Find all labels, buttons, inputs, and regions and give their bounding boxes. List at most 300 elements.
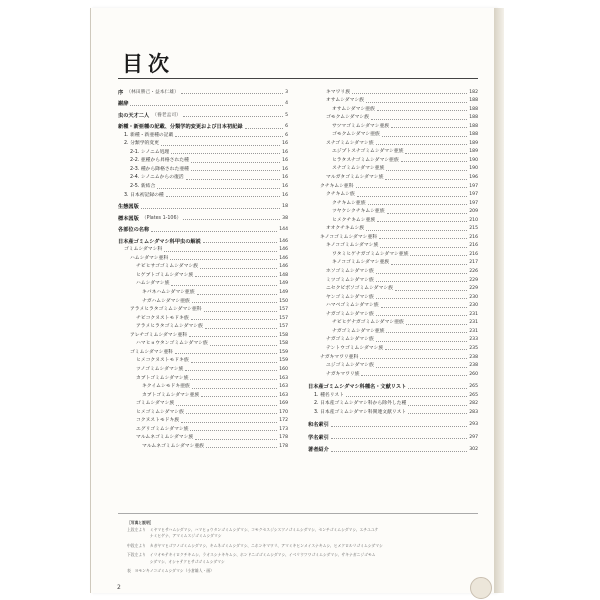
toc-entry-note: （養老孟司） <box>152 112 181 118</box>
toc-page-number: 217 <box>469 260 478 266</box>
toc-entry <box>118 356 288 365</box>
toc-entry-title: コクヌストモドキ族 <box>136 418 180 424</box>
toc-page-number: 189 <box>469 149 478 155</box>
toc-leader-dots <box>410 255 467 256</box>
toc-leader-dots <box>157 188 280 189</box>
toc-page-number: 169 <box>279 401 288 407</box>
toc-page-number: 6 <box>285 132 288 138</box>
toc-page-number: 16 <box>282 166 288 172</box>
toc-leader-dots <box>376 315 468 316</box>
toc-leader-dots <box>171 285 277 286</box>
toc-page-number: 148 <box>279 272 288 278</box>
toc-entry <box>118 382 288 391</box>
toc-entry-title: ヒラタスナゴミムシダマシ亜族 <box>332 157 399 163</box>
library-seal-stamp <box>470 577 492 599</box>
toc-page-number: 190 <box>469 157 478 163</box>
toc-entry <box>118 322 288 331</box>
toc-entry-title: 2-5. 新結合 <box>130 184 156 190</box>
toc-entry <box>118 416 288 425</box>
toc-entry <box>118 173 288 182</box>
toc-leader-dots <box>181 422 277 423</box>
toc-entry <box>308 445 478 454</box>
toc-entry <box>308 343 478 352</box>
toc-leader-dots <box>381 307 468 308</box>
toc-entry-title: チビヒサゴゴミムシダマシ族 <box>136 264 198 270</box>
toc-entry <box>118 110 288 119</box>
toc-entry-title: クチキムシ族 <box>326 192 355 198</box>
toc-entry-title: オサムシダマシ亜族 <box>332 106 375 112</box>
toc-entry-title: スナゴミムシダマシ族 <box>326 140 374 146</box>
toc-page-number: 188 <box>469 115 478 121</box>
toc-entry-title: キノコゴミムシダマシ族 <box>326 243 379 249</box>
toc-entry-title: 2-2. 亜種から昇格された種 <box>130 158 189 164</box>
toc-leader-dots <box>185 370 277 371</box>
toc-entry-title: 標本図版 <box>118 215 139 222</box>
toc-entry <box>308 232 478 241</box>
toc-entry <box>118 99 288 108</box>
toc-leader-dots <box>195 276 277 277</box>
toc-leader-dots <box>408 388 467 389</box>
toc-page-number: 157 <box>279 315 288 321</box>
toc-entry-title: 日本産ゴミムシダマシ科種名・文献リスト <box>308 384 407 391</box>
toc-leader-dots <box>406 324 468 325</box>
toc-entry-title: ヒメゴミムシダマシ族 <box>136 409 184 415</box>
toc-leader-dots <box>366 230 467 231</box>
page-spine-shadow <box>494 8 504 593</box>
toc-entry-title: マルムネゴミムシダマシ亜族 <box>142 443 204 449</box>
toc-entry-title: ホソゴミムシダマシ族 <box>326 269 374 275</box>
toc-entry <box>118 190 288 199</box>
toc-entry <box>308 147 478 156</box>
toc-leader-dots <box>189 336 277 337</box>
toc-entry <box>308 198 478 207</box>
toc-entry <box>308 207 478 216</box>
toc-page-number: 158 <box>279 341 288 347</box>
toc-column-right <box>308 87 478 453</box>
toc-page-number: 170 <box>279 409 288 415</box>
toc-entry <box>308 399 478 408</box>
toc-entry <box>118 399 288 408</box>
toc-entry <box>118 433 288 442</box>
toc-page-number: 159 <box>279 349 288 355</box>
toc-leader-dots <box>405 153 467 154</box>
toc-leader-dots <box>176 405 277 406</box>
toc-page-number: 210 <box>469 217 478 223</box>
toc-leader-dots <box>191 162 280 163</box>
toc-page-number: 188 <box>469 132 478 138</box>
toc-leader-dots <box>164 251 277 252</box>
toc-entry <box>118 441 288 450</box>
toc-entry <box>308 266 478 275</box>
toc-page-number: 235 <box>469 345 478 351</box>
toc-entry <box>308 420 478 429</box>
toc-leader-dots <box>376 144 468 145</box>
toc-page-number: 188 <box>469 123 478 129</box>
toc-entry <box>118 330 288 339</box>
toc-entry <box>118 270 288 279</box>
toc-page-number: 146 <box>279 238 288 244</box>
toc-entry <box>308 432 478 441</box>
toc-entry <box>118 156 288 165</box>
toc-entry-title: ヒメコクヌストモドキ族 <box>136 358 189 364</box>
notes-heading: ［写真と説明］ <box>127 520 154 525</box>
toc-page-number: 226 <box>469 269 478 275</box>
toc-entry-title: ハムシダマシ族 <box>136 281 170 287</box>
toc-entry-title: キノコゴミムシダマシ亜族 <box>332 260 390 266</box>
toc-leader-dots <box>377 110 467 111</box>
toc-entry <box>308 382 478 391</box>
toc-entry-title: 和名索引 <box>308 422 329 429</box>
toc-leader-dots <box>191 362 278 363</box>
toc-leader-dots <box>197 294 278 295</box>
toc-leader-dots <box>175 353 277 354</box>
toc-page-number: 144 <box>279 227 288 233</box>
toc-entry <box>308 241 478 250</box>
toc-leader-dots <box>376 367 467 368</box>
toc-page-number: 297 <box>469 434 478 440</box>
toc-page-number: 16 <box>282 184 288 190</box>
toc-entry <box>308 181 478 190</box>
toc-entry <box>118 407 288 416</box>
toc-entry-title: ニセクビボソゴミムシダマシ族 <box>326 286 393 292</box>
toc-page-number: 282 <box>469 401 478 407</box>
toc-leader-dots <box>391 264 467 265</box>
toc-leader-dots <box>245 128 284 129</box>
toc-page-number: 283 <box>469 409 478 415</box>
toc-entry-title: チビコクヌストモドキ族 <box>136 315 189 321</box>
toc-leader-dots <box>387 213 468 214</box>
toc-entry <box>118 139 288 148</box>
toc-page-number: 238 <box>469 354 478 360</box>
toc-entry-title: アレチゴミムシダマシ亜科 <box>130 332 187 338</box>
toc-entry <box>118 339 288 348</box>
toc-entry <box>118 364 288 373</box>
toc-page-number: 16 <box>282 175 288 181</box>
toc-leader-dots <box>380 247 467 248</box>
toc-entry <box>118 181 288 190</box>
toc-entry-note: （Plates 1-106） <box>141 215 182 221</box>
toc-page-number: 38 <box>282 215 288 221</box>
toc-entry <box>118 347 288 356</box>
toc-page-number: 265 <box>469 384 478 390</box>
toc-leader-dots <box>360 358 467 359</box>
toc-leader-dots <box>386 332 467 333</box>
toc-page-number: 230 <box>469 294 478 300</box>
toc-page-number: 188 <box>469 98 478 104</box>
toc-entry-title: ゴミムシダマシ科 <box>124 247 163 253</box>
toc-entry <box>308 318 478 327</box>
toc-entry-title: 1. 新種・新亜種の記載 <box>124 132 174 138</box>
toc-leader-dots <box>210 345 278 346</box>
toc-leader-dots <box>190 379 277 380</box>
toc-leader-dots <box>385 179 467 180</box>
toc-entry <box>118 424 288 433</box>
toc-entry <box>118 164 288 173</box>
toc-entry <box>308 190 478 199</box>
toc-entry-title: 2. 分類学的変更 <box>124 141 159 147</box>
toc-page-number: 150 <box>279 298 288 304</box>
toc-entry-title: オサムシダマシ族 <box>326 98 364 104</box>
toc-entry-title: ナガゴミムシダマシ族 <box>326 311 374 317</box>
toc-entry-title: ヒメクチキムシ亜族 <box>332 217 376 223</box>
toc-entry <box>118 262 288 271</box>
toc-entry <box>308 335 478 344</box>
toc-page-number: 146 <box>279 247 288 253</box>
toc-entry-title: エグリゴミムシダマシ族 <box>136 426 189 432</box>
toc-leader-dots <box>357 196 467 197</box>
toc-leader-dots <box>368 204 468 205</box>
toc-page-number: 4 <box>285 101 288 107</box>
toc-entry-title: クチキムシ亜族 <box>332 200 366 206</box>
toc-leader-dots <box>382 136 468 137</box>
toc-entry <box>308 390 478 399</box>
toc-entry-title: ゴモクムシダマシ亜族 <box>332 132 380 138</box>
toc-page-number: 231 <box>469 320 478 326</box>
toc-leader-dots <box>200 268 277 269</box>
toc-leader-dots <box>366 102 467 103</box>
toc-entry <box>118 287 288 296</box>
toc-entry <box>308 121 478 130</box>
toc-entry <box>118 373 288 382</box>
toc-entry-title: キマワリ族 <box>326 89 350 95</box>
toc-entry <box>308 155 478 164</box>
toc-leader-dots <box>186 179 281 180</box>
toc-leader-dots <box>191 319 278 320</box>
toc-page-number: 163 <box>279 384 288 390</box>
toc-entry-title: ミツゴミムシダマシ族 <box>326 277 374 283</box>
toc-leader-dots <box>186 413 277 414</box>
notes-line: 上段左より ミヤマヒサハムシダマシ、ハマヒョウタンゴミムシダマシ、コモクセスジシスツノゴミムシダマシ、センチゴミムシダマシ、エチユユケ <box>127 526 379 532</box>
toc-leader-dots <box>130 105 283 106</box>
toc-entry-title: ハマベゴミムシダマシ族 <box>326 303 379 309</box>
toc-entry-title: 序 <box>118 89 124 96</box>
toc-entry-title: 2-3. 種から降格された亜種 <box>130 166 189 172</box>
page-number: 2 <box>117 584 121 591</box>
toc-page-number: 293 <box>469 422 478 428</box>
toc-leader-dots <box>386 170 467 171</box>
toc-entry <box>118 390 288 399</box>
toc-entry <box>308 352 478 361</box>
toc-leader-dots <box>175 136 283 137</box>
toc-entry-title: 各部位の名称 <box>118 227 150 234</box>
toc-page-number: 146 <box>279 264 288 270</box>
toc-entry-title: マルガタゴミムシダマシ族 <box>326 175 384 181</box>
toc-entry-title: ユジゴミムシダマシ族 <box>326 363 374 369</box>
toc-leader-dots <box>192 388 277 389</box>
toc-entry <box>308 309 478 318</box>
toc-page-number: 157 <box>279 324 288 330</box>
toc-entry <box>118 279 288 288</box>
toc-leader-dots <box>356 187 468 188</box>
toc-leader-dots <box>331 426 467 427</box>
toc-leader-dots <box>183 116 283 117</box>
toc-entry-title: サツマゴミムシダマシ亜族 <box>332 123 390 129</box>
toc-page-number: 260 <box>469 371 478 377</box>
toc-page-number: 182 <box>469 89 478 95</box>
toc-leader-dots <box>395 290 467 291</box>
toc-page-number: 157 <box>279 307 288 313</box>
toc-page-number: 146 <box>279 255 288 261</box>
toc-entry-title: 新種・新亜種の記載、分類学的変更および日本初記録 <box>118 124 243 131</box>
toc-page-number: 216 <box>469 234 478 240</box>
toc-page-number: 16 <box>282 158 288 164</box>
toc-entry <box>308 275 478 284</box>
toc-page-number: 197 <box>469 192 478 198</box>
toc-leader-dots <box>376 273 468 274</box>
toc-page-number: 231 <box>469 311 478 317</box>
toc-entry-title: アラメヒラタゴミムシダマシ族 <box>136 324 203 330</box>
toc-entry <box>308 215 478 224</box>
toc-leader-dots <box>361 375 467 376</box>
toc-entry-title: ヒゲブトゴミムシダマシ族 <box>136 272 194 278</box>
toc-leader-dots <box>183 219 280 220</box>
toc-entry <box>308 361 478 370</box>
toc-entry <box>118 130 288 139</box>
toc-page-number: 265 <box>469 392 478 398</box>
toc-leader-dots <box>408 405 467 406</box>
toc-entry <box>308 258 478 267</box>
toc-page-number: 16 <box>282 192 288 198</box>
toc-entry-title: ゴミムシダマシ族 <box>136 401 175 407</box>
toc-page-number: 188 <box>469 106 478 112</box>
toc-leader-dots <box>151 231 277 232</box>
toc-leader-dots <box>195 439 277 440</box>
toc-leader-dots <box>371 119 467 120</box>
toc-leader-dots <box>408 413 467 414</box>
toc-page-number: 197 <box>469 200 478 206</box>
notes-line: 中段左より カガヤマヒゴツノゴミムシダマシ、キムネゴミムシダマシ、ニホンキマワリ、アマミキヒンメイスナキムシ、ヒメクロルリゴミムシダマシ <box>127 542 383 548</box>
toc-page-number: 160 <box>279 366 288 372</box>
toc-page-number: 172 <box>279 418 288 424</box>
toc-page-number: 173 <box>279 426 288 432</box>
toc-entry-title: ツノゴミムシダマシ族 <box>136 366 184 372</box>
toc-page-number: 238 <box>469 363 478 369</box>
toc-entry-title: ナガハムシダマシ亜族 <box>142 298 190 304</box>
toc-entry-title: ナガキマワリ族 <box>326 371 360 377</box>
toc-page-number: 230 <box>469 303 478 309</box>
toc-page-number: 209 <box>469 209 478 215</box>
toc-entry <box>118 305 288 314</box>
toc-entry-title: テントウゴミムシダマシ族 <box>326 345 384 351</box>
toc-entry <box>308 326 478 335</box>
toc-page-number: 229 <box>469 277 478 283</box>
toc-entry <box>308 96 478 105</box>
toc-entry-note: （林田勝己・益本仁雄） <box>126 89 179 95</box>
toc-entry <box>308 87 478 96</box>
toc-entry-title: 3. 日本産ゴミムシダマシ科関連文献リスト <box>314 409 407 415</box>
toc-leader-dots <box>201 396 277 397</box>
toc-entry <box>118 236 288 245</box>
toc-page-number: 5 <box>285 112 288 118</box>
toc-entry-title: 著者紹介 <box>308 447 329 454</box>
toc-entry <box>308 172 478 181</box>
toc-entry <box>308 407 478 416</box>
toc-entry-title: ナガゴミムシダマシ亜族 <box>332 328 385 334</box>
notes-line: 下段左より イリオモテキイロクチキムシ、ラオスシナキキムシ、ホンドニゴゴミムシダマシ、イベリウツワゴミムシダマシ、サキナガニジゴモム <box>127 552 376 557</box>
notes-line: シダマシ、オシャテクヒサゴゴミムシダマシ <box>127 558 225 564</box>
toc-entry <box>308 369 478 378</box>
toc-entry-title: ゴモクムシダマシ族 <box>326 115 369 121</box>
toc-entry <box>308 104 478 113</box>
toc-leader-dots <box>377 221 467 222</box>
toc-leader-dots <box>331 451 467 452</box>
notes-line: ナミヒゲナ、アマミムスジゴミムシダマシ <box>127 533 222 538</box>
title-rule <box>118 78 478 79</box>
toc-entry-title: ナガキマワリ亜科 <box>320 354 359 360</box>
toc-entry <box>308 113 478 122</box>
toc-leader-dots <box>385 349 467 350</box>
photo-notes <box>127 520 487 575</box>
toc-leader-dots <box>166 196 280 197</box>
toc-leader-dots <box>379 238 467 239</box>
toc-entry-title: ハマヒョウタンゴミムシダマシ族 <box>136 341 208 347</box>
toc-entry-title: キバネハムシダマシ亜族 <box>142 290 195 296</box>
notes-line: 表 ヨモンキノコゴミムシダマシ（小倉雄人・画） <box>127 568 214 573</box>
toc-entry-title: ヤンゴミムシダマシ族 <box>326 294 374 300</box>
toc-entry <box>118 296 288 305</box>
toc-column-left <box>118 87 288 450</box>
toc-leader-dots <box>376 298 467 299</box>
toc-leader-dots <box>161 145 280 146</box>
toc-entry <box>118 245 288 254</box>
toc-leader-dots <box>191 170 280 171</box>
toc-entry-title: 日本産ゴミムシダマシ科甲虫の解説 <box>118 238 201 245</box>
toc-leader-dots <box>206 447 277 448</box>
toc-entry <box>308 284 478 293</box>
toc-page-number: 149 <box>279 290 288 296</box>
toc-leader-dots <box>376 281 468 282</box>
toc-page-number: 163 <box>279 392 288 398</box>
toc-entry-title: 2-4. シノニムからの復活 <box>130 175 184 181</box>
toc-entry-title: 謝辞 <box>118 101 129 108</box>
toc-page-number: 229 <box>469 286 478 292</box>
toc-page-number: 149 <box>279 281 288 287</box>
toc-page-number: 178 <box>279 435 288 441</box>
toc-leader-dots <box>203 242 277 243</box>
toc-page-number: 3 <box>285 89 288 95</box>
toc-entry-title: 3. 日本初記録の種 <box>124 192 164 198</box>
toc-leader-dots <box>204 311 278 312</box>
toc-leader-dots <box>205 328 277 329</box>
toc-page-number: 189 <box>469 140 478 146</box>
toc-entry <box>308 292 478 301</box>
toc-page-number: 16 <box>282 141 288 147</box>
toc-page-number: 18 <box>282 204 288 210</box>
toc-entry-title: 1. 種名リスト <box>314 392 344 398</box>
toc-entry-title: チビヒゲナガゴミムシダマシ亜族 <box>332 320 404 326</box>
toc-entry-title: 2. 日本産ゴミムシダマシ科から除外した種 <box>314 401 407 407</box>
toc-entry-title: 虫の天才二人 <box>118 112 150 119</box>
toc-entry <box>308 130 478 139</box>
toc-leader-dots <box>331 438 467 439</box>
toc-page-number: 16 <box>282 149 288 155</box>
toc-page-number: 216 <box>469 251 478 257</box>
page-title: 目次 <box>122 52 174 76</box>
toc-entry-title: クチキムシ亜科 <box>320 183 354 189</box>
toc-entry <box>308 138 478 147</box>
toc-page-number: 215 <box>469 226 478 232</box>
toc-entry <box>118 87 288 96</box>
toc-leader-dots <box>170 259 277 260</box>
toc-entry-title: 生態図版 <box>118 204 139 211</box>
toc-entry <box>118 225 288 234</box>
toc-leader-dots <box>352 93 467 94</box>
toc-entry <box>118 202 288 211</box>
toc-page-number: 178 <box>279 443 288 449</box>
toc-entry-title: 学名索引 <box>308 434 329 441</box>
toc-entry-title: キクイムシモドキ亜族 <box>142 384 190 390</box>
toc-entry <box>118 147 288 156</box>
